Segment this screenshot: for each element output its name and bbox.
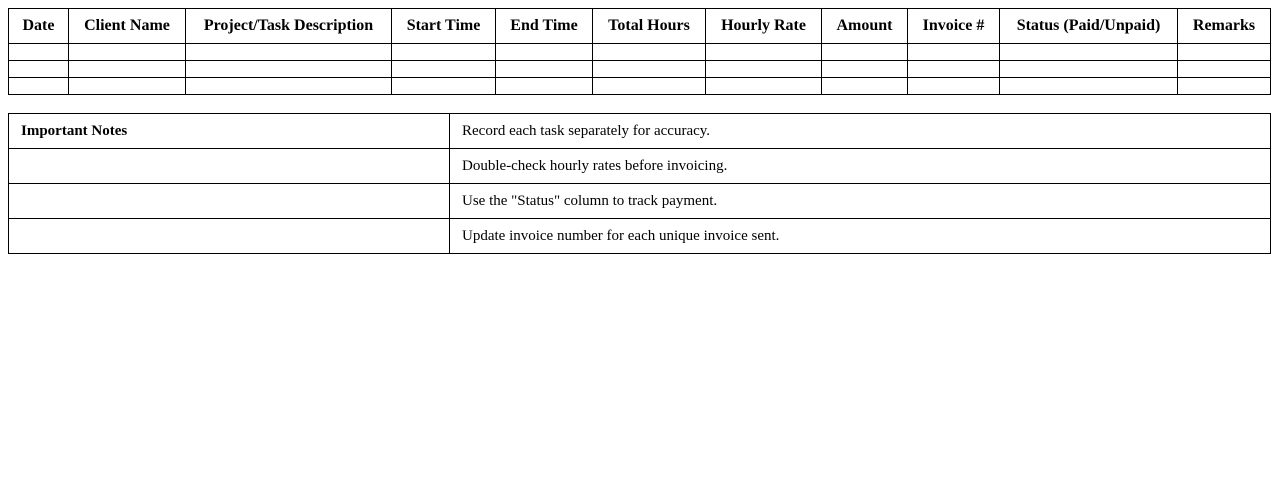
- table-row: [9, 61, 1271, 78]
- important-notes-table: [8, 113, 1271, 254]
- table-cell[interactable]: [1178, 78, 1271, 95]
- header-project-task-description: Project/Task Description: [186, 9, 392, 44]
- table-cell[interactable]: [908, 61, 1000, 78]
- table-cell[interactable]: [186, 44, 392, 61]
- table-cell[interactable]: [392, 61, 496, 78]
- table-cell[interactable]: [908, 44, 1000, 61]
- table-row: [9, 44, 1271, 61]
- header-row: [9, 9, 1271, 44]
- table-cell[interactable]: [593, 44, 706, 61]
- table-cell[interactable]: [822, 44, 908, 61]
- table-cell[interactable]: [1000, 44, 1178, 61]
- table-row: [9, 78, 1271, 95]
- note-text: Use the "Status" column to track payment.: [450, 184, 1271, 219]
- notes-heading: Important Notes: [9, 114, 450, 149]
- table-cell[interactable]: [69, 78, 186, 95]
- header-end-time: End Time: [496, 9, 593, 44]
- table-cell[interactable]: [1178, 44, 1271, 61]
- notes-empty-cell: [9, 184, 450, 219]
- table-cell[interactable]: [1000, 61, 1178, 78]
- header-client-name: Client Name: [69, 9, 186, 44]
- notes-row: [9, 149, 1271, 184]
- note-text: Double-check hourly rates before invoicing.: [450, 149, 1271, 184]
- table-cell[interactable]: [1178, 61, 1271, 78]
- table-cell[interactable]: [822, 61, 908, 78]
- table-cell[interactable]: [706, 44, 822, 61]
- note-text: Update invoice number for each unique invoice sent.: [450, 219, 1271, 254]
- header-status: Status (Paid/Unpaid): [1000, 9, 1178, 44]
- header-start-time: Start Time: [392, 9, 496, 44]
- table-cell[interactable]: [496, 78, 593, 95]
- table-cell[interactable]: [9, 44, 69, 61]
- table-cell[interactable]: [392, 78, 496, 95]
- notes-row: [9, 184, 1271, 219]
- table-cell[interactable]: [908, 78, 1000, 95]
- notes-row: [9, 219, 1271, 254]
- table-cell[interactable]: [9, 61, 69, 78]
- table-cell[interactable]: [706, 78, 822, 95]
- table-cell[interactable]: [1000, 78, 1178, 95]
- table-cell[interactable]: [186, 78, 392, 95]
- note-text: Record each task separately for accuracy.: [450, 114, 1271, 149]
- table-cell[interactable]: [392, 44, 496, 61]
- header-amount: Amount: [822, 9, 908, 44]
- table-cell[interactable]: [593, 61, 706, 78]
- notes-empty-cell: [9, 149, 450, 184]
- table-cell[interactable]: [822, 78, 908, 95]
- header-remarks: Remarks: [1178, 9, 1271, 44]
- header-invoice-number: Invoice #: [908, 9, 1000, 44]
- table-cell[interactable]: [186, 61, 392, 78]
- header-hourly-rate: Hourly Rate: [706, 9, 822, 44]
- table-cell[interactable]: [496, 61, 593, 78]
- table-cell[interactable]: [593, 78, 706, 95]
- notes-row: [9, 114, 1271, 149]
- time-log-table: [8, 8, 1271, 95]
- table-cell[interactable]: [706, 61, 822, 78]
- header-date: Date: [9, 9, 69, 44]
- header-total-hours: Total Hours: [593, 9, 706, 44]
- table-cell[interactable]: [69, 61, 186, 78]
- table-cell[interactable]: [69, 44, 186, 61]
- table-cell[interactable]: [496, 44, 593, 61]
- table-cell[interactable]: [9, 78, 69, 95]
- notes-empty-cell: [9, 219, 450, 254]
